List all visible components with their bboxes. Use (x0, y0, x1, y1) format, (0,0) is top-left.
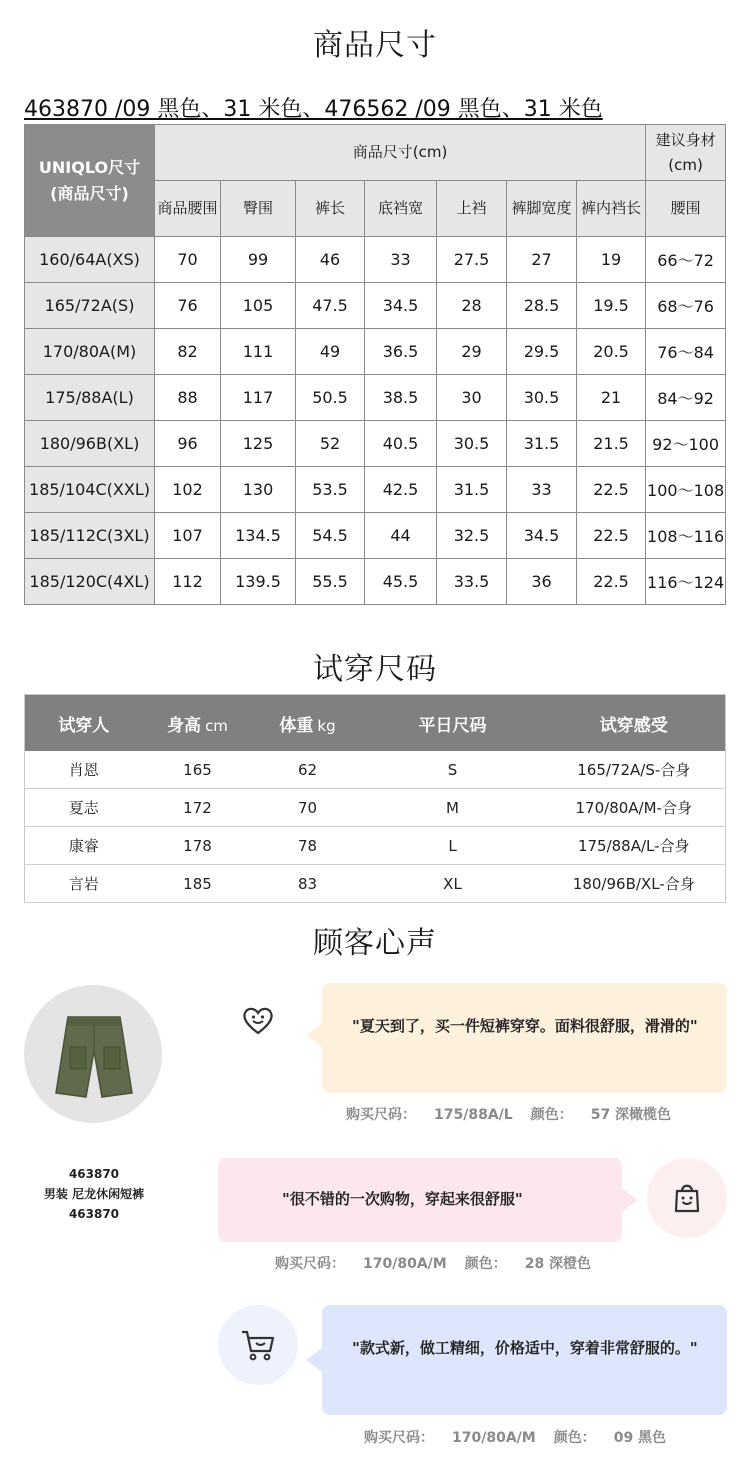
size-table-cell: 30.5 (507, 375, 577, 421)
product-caption (24, 1164, 164, 1224)
product-code-bottom: 463870 (68, 1207, 120, 1221)
size-table-cell: 107 (155, 513, 221, 559)
size-table-cell: 76 (155, 283, 221, 329)
size-table-cell: 40.5 (365, 421, 437, 467)
body-size-header-line2: (cm) (668, 155, 703, 174)
fit-column-header (143, 695, 253, 752)
size-table-cell: 54.5 (296, 513, 365, 559)
fit-table-cell: S (363, 751, 543, 789)
size-row-label: 185/112C(3XL) (25, 513, 155, 559)
review-1-bubble-tail (306, 1023, 322, 1047)
review-3-bubble: "款式新，做工精细，价格适中，穿着非常舒服的。" (322, 1305, 727, 1415)
size-table-cell: 105 (221, 283, 296, 329)
size-table-cell: 112 (155, 559, 221, 605)
size-table-cell: 125 (221, 421, 296, 467)
shopping-cart-icon (239, 1327, 277, 1363)
size-table-cell: 82 (155, 329, 221, 375)
size-table-cell: 27 (507, 237, 577, 283)
size-table-cell: 33 (365, 237, 437, 283)
reviews-section-title: 顾客心声 (313, 926, 437, 961)
size-table-cell: 84～92 (646, 375, 726, 421)
size-table-cell: 108～116 (646, 513, 726, 559)
size-table-cell: 46 (296, 237, 365, 283)
fit-table-cell: 夏志 (25, 789, 143, 827)
size-column-header: 底裆宽 (365, 181, 437, 237)
size-table-cell: 139.5 (221, 559, 296, 605)
size-table-cell: 22.5 (577, 467, 646, 513)
size-column-header: 裤长 (296, 181, 365, 237)
size-table-cell: 76～84 (646, 329, 726, 375)
size-table-cell: 92～100 (646, 421, 726, 467)
product-photo[interactable] (24, 985, 162, 1123)
shopping-bag-icon (669, 1180, 705, 1216)
product-name: 男装 尼龙休闲短裤 (43, 1187, 145, 1201)
brand-size-label: UNIQLO尺寸 (38, 157, 141, 177)
fit-table-row (25, 827, 726, 865)
review-2-size: 170/80A/M (363, 1256, 447, 1272)
size-row-label: 180/96B(XL) (25, 421, 155, 467)
size-table-cell: 19.5 (577, 283, 646, 329)
size-table-cell: 27.5 (437, 237, 507, 283)
size-table-cell: 21.5 (577, 421, 646, 467)
size-table-cell: 50.5 (296, 375, 365, 421)
fit-column-unit: kg (317, 716, 336, 735)
size-table-cell: 36 (507, 559, 577, 605)
size-table-cell: 28.5 (507, 283, 577, 329)
size-table-row (25, 513, 726, 559)
review-2-size-label: 购买尺码： (275, 1256, 345, 1272)
fit-table-cell: 83 (253, 865, 363, 903)
review-2-meta (275, 1253, 609, 1273)
product-code-top: 463870 (68, 1167, 120, 1181)
brand-size-sublabel: (商品尺寸) (50, 183, 129, 203)
size-table-cell: 68～76 (646, 283, 726, 329)
fit-table-cell: 肖恩 (25, 751, 143, 789)
review-3-size-label: 购买尺码： (364, 1430, 434, 1446)
review-1-size-label: 购买尺码： (346, 1107, 416, 1123)
size-table-row (25, 329, 726, 375)
fit-section-title: 试穿尺码 (313, 652, 437, 687)
fit-table-row (25, 751, 726, 789)
size-table-cell: 44 (365, 513, 437, 559)
size-table-cell: 130 (221, 467, 296, 513)
size-table-cell: 22.5 (577, 559, 646, 605)
product-size-group-header: 商品尺寸(cm) (155, 125, 646, 181)
size-table-cell: 22.5 (577, 513, 646, 559)
fit-column-label: 身高 (167, 715, 202, 736)
shorts-image (24, 985, 162, 1123)
review-2-color: 28 深橙色 (524, 1256, 592, 1272)
size-table-cell: 21 (577, 375, 646, 421)
size-table-cell: 32.5 (437, 513, 507, 559)
fit-column-label: 试穿人 (58, 715, 110, 736)
size-table-row (25, 467, 726, 513)
size-table-cell: 34.5 (507, 513, 577, 559)
size-row-label: 185/120C(4XL) (25, 559, 155, 605)
size-table-cell: 117 (221, 375, 296, 421)
size-table-cell: 33 (507, 467, 577, 513)
fit-table-cell: 178 (143, 827, 253, 865)
size-table-cell: 29 (437, 329, 507, 375)
fit-table-cell: 165 (143, 751, 253, 789)
size-table-cell: 38.5 (365, 375, 437, 421)
fit-column-unit: cm (205, 716, 228, 735)
fit-table-cell: XL (363, 865, 543, 903)
review-1-color: 57 深橄榄色 (590, 1107, 672, 1123)
size-column-header: 上裆 (437, 181, 507, 237)
fit-table-cell: M (363, 789, 543, 827)
brand-size-header (25, 125, 155, 237)
size-table-cell: 52 (296, 421, 365, 467)
review-3-icon-circle (218, 1305, 298, 1385)
fit-table-cell: 165/72A/S-合身 (543, 751, 726, 789)
fit-column-label: 体重 (279, 715, 314, 736)
size-table-cell: 47.5 (296, 283, 365, 329)
size-table-cell: 49 (296, 329, 365, 375)
size-column-header: 裤内裆长 (577, 181, 646, 237)
review-3-meta (364, 1427, 684, 1447)
size-table-cell: 70 (155, 237, 221, 283)
size-table-cell: 42.5 (365, 467, 437, 513)
size-table-cell: 111 (221, 329, 296, 375)
size-row-label: 170/80A(M) (25, 329, 155, 375)
size-table-cell: 30 (437, 375, 507, 421)
size-table-cell: 88 (155, 375, 221, 421)
fit-table-cell: 180/96B/XL-合身 (543, 865, 726, 903)
heart-smile-icon (240, 1002, 276, 1038)
fit-table-cell: 185 (143, 865, 253, 903)
size-row-label: 175/88A(L) (25, 375, 155, 421)
size-table-cell: 31.5 (507, 421, 577, 467)
size-column-header: 腰围 (646, 181, 726, 237)
body-size-group-header (646, 125, 726, 181)
size-section-title: 商品尺寸 (313, 28, 437, 63)
size-table-row (25, 375, 726, 421)
size-table-cell: 31.5 (437, 467, 507, 513)
body-size-header-line1: 建议身材 (655, 130, 716, 149)
fit-column-header (543, 695, 726, 752)
fit-table-cell: 70 (253, 789, 363, 827)
fit-table-row (25, 789, 726, 827)
product-code-list[interactable]: 463870 /09 黑色、31 米色、476562 /09 黑色、31 米色 (24, 97, 603, 122)
review-2-bubble-tail (622, 1188, 638, 1212)
size-table-cell: 45.5 (365, 559, 437, 605)
fit-table-cell: 172 (143, 789, 253, 827)
size-table-cell: 36.5 (365, 329, 437, 375)
size-table-cell: 99 (221, 237, 296, 283)
size-table-row (25, 559, 726, 605)
review-3-size: 170/80A/M (452, 1430, 536, 1446)
size-table-cell: 96 (155, 421, 221, 467)
review-3-bubble-tail (306, 1348, 322, 1372)
size-table-cell: 30.5 (437, 421, 507, 467)
size-row-label: 165/72A(S) (25, 283, 155, 329)
review-1-color-label: 颜色： (530, 1107, 573, 1123)
review-2-color-label: 颜色： (464, 1256, 507, 1272)
size-table-row (25, 421, 726, 467)
review-2-bubble: "很不错的一次购物，穿起来很舒服" (218, 1158, 622, 1242)
size-table-row (25, 283, 726, 329)
size-table-cell: 66～72 (646, 237, 726, 283)
review-3-color: 09 黑色 (613, 1430, 667, 1446)
fit-table (24, 694, 726, 903)
review-1-icon-circle (218, 980, 298, 1060)
review-1-size: 175/88A/L (434, 1107, 513, 1123)
fit-table-cell: L (363, 827, 543, 865)
fit-table-cell: 170/80A/M-合身 (543, 789, 726, 827)
fit-table-cell: 175/88A/L-合身 (543, 827, 726, 865)
review-1-meta (346, 1104, 689, 1124)
size-table-cell: 55.5 (296, 559, 365, 605)
review-2-icon-circle (647, 1158, 727, 1238)
size-table-cell: 28 (437, 283, 507, 329)
review-3-color-label: 颜色： (553, 1430, 596, 1446)
size-column-header: 臀围 (221, 181, 296, 237)
size-column-header: 商品腰围 (155, 181, 221, 237)
size-row-label: 160/64A(XS) (25, 237, 155, 283)
size-table-cell: 20.5 (577, 329, 646, 375)
size-table-cell: 34.5 (365, 283, 437, 329)
size-table-row (25, 237, 726, 283)
fit-column-header (253, 695, 363, 752)
fit-table-cell: 62 (253, 751, 363, 789)
size-row-label: 185/104C(XXL) (25, 467, 155, 513)
fit-table-cell: 康睿 (25, 827, 143, 865)
size-table-cell: 116～124 (646, 559, 726, 605)
size-table-cell: 19 (577, 237, 646, 283)
fit-column-label: 平日尺码 (418, 715, 487, 736)
size-table-cell: 33.5 (437, 559, 507, 605)
size-table-cell: 53.5 (296, 467, 365, 513)
size-table-cell: 102 (155, 467, 221, 513)
fit-table-row (25, 865, 726, 903)
size-table-cell: 29.5 (507, 329, 577, 375)
review-1-bubble: "夏天到了，买一件短裤穿穿。面料很舒服，滑滑的" (322, 983, 727, 1093)
fit-column-label: 试穿感受 (599, 715, 668, 736)
fit-table-cell: 言岩 (25, 865, 143, 903)
size-table-cell: 134.5 (221, 513, 296, 559)
fit-table-cell: 78 (253, 827, 363, 865)
size-column-header: 裤脚宽度 (507, 181, 577, 237)
size-table (24, 124, 726, 605)
fit-column-header (25, 695, 143, 752)
size-table-cell: 100～108 (646, 467, 726, 513)
fit-column-header (363, 695, 543, 752)
